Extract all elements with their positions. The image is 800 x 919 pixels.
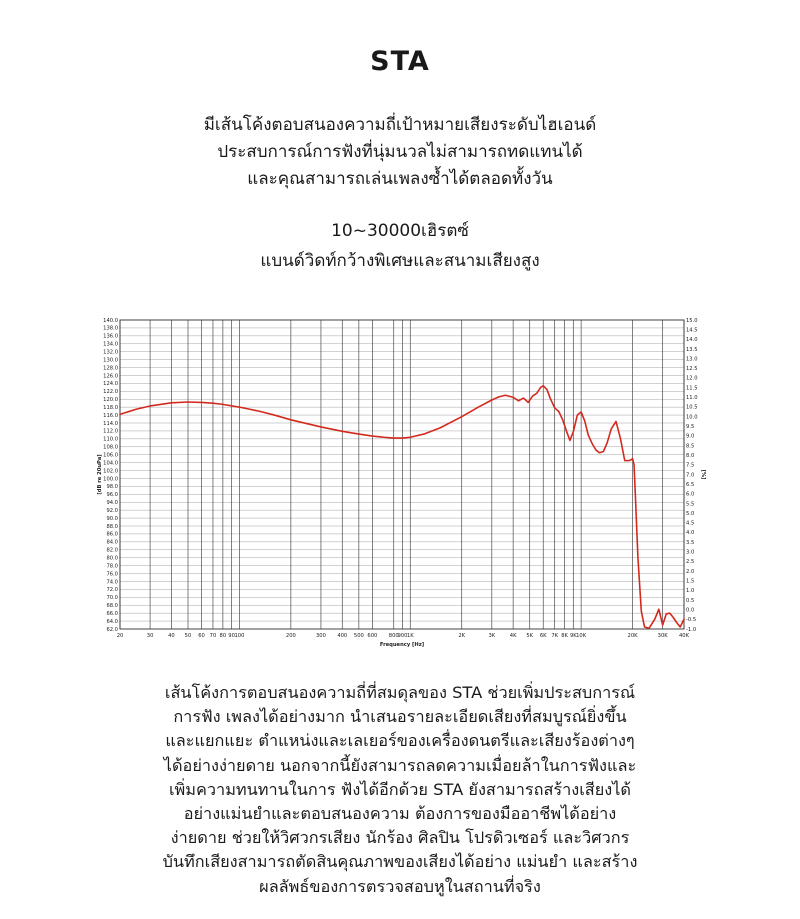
x-tick-label: 900	[397, 633, 408, 639]
y-tick-label: 110.0	[103, 436, 118, 443]
y2-tick-label: 2.0	[686, 568, 695, 575]
y-tick-label: 94.0	[106, 500, 118, 507]
y2-tick-label: 6.0	[686, 491, 695, 498]
y-tick-label: 102.0	[103, 468, 118, 475]
y-tick-label: 122.0	[103, 389, 118, 396]
y2-tick-label: 6.5	[686, 481, 695, 488]
y-tick-label: 114.0	[103, 420, 118, 427]
description-line: บันทึกเสียงสามารถตัดสินคุณภาพของเสียงได้อย่าง แม่นยำ และสร้าง	[162, 852, 638, 872]
y2-tick-label: 0.0	[686, 607, 695, 614]
description-line: ได้อย่างง่ายดาย นอกจากนี้ยังสามารถลดความเมื่อยล้าในการฟังและ	[163, 755, 637, 775]
y-tick-label: 112.0	[103, 428, 118, 435]
y-tick-label: 116.0	[103, 412, 118, 419]
x-tick-label: 5K	[526, 633, 534, 639]
y-tick-label: 106.0	[103, 452, 118, 459]
x-tick-label: 40K	[678, 633, 690, 639]
y-tick-label: 96.0	[106, 492, 118, 499]
y2-tick-label: 11.0	[686, 395, 698, 402]
y2-tick-label: 0.5	[686, 597, 695, 604]
y-tick-label: 64.0	[106, 618, 118, 625]
x-tick-label: 100	[234, 633, 245, 639]
y2-axis-label: [%]	[700, 469, 706, 480]
y2-tick-label: 11.5	[686, 385, 698, 392]
description-line: อย่างแม่นยำและตอบสนองความ ต้องการของมืออาชีพได้อย่าง	[183, 804, 617, 824]
y-tick-label: 92.0	[106, 507, 118, 514]
y-tick-label: 74.0	[106, 579, 118, 586]
y2-tick-label: 12.0	[686, 375, 698, 382]
x-tick-label: 1K	[406, 633, 414, 639]
y-tick-label: 68.0	[106, 603, 118, 610]
x-tick-label: 80	[219, 633, 227, 639]
y2-tick-label: 4.0	[686, 530, 695, 537]
y2-tick-label: 3.5	[686, 539, 695, 546]
y-tick-label: 88.0	[106, 523, 118, 530]
y2-tick-label: 5.0	[686, 510, 695, 517]
y2-tick-label: -1.0	[686, 626, 697, 633]
y2-tick-label: 7.5	[686, 462, 695, 469]
y2-tick-label: 1.0	[686, 588, 695, 595]
y2-tick-label: 3.0	[686, 549, 695, 556]
y-tick-label: 134.0	[103, 341, 118, 348]
x-tick-label: 90	[228, 633, 235, 639]
y-tick-label: 80.0	[106, 555, 118, 562]
intro-line: และคุณสามารถเล่นเพลงซ้ำได้ตลอดทั้งวัน	[247, 169, 553, 189]
y2-tick-label: 13.5	[686, 346, 698, 353]
x-tick-label: 40	[168, 633, 175, 639]
y-tick-label: 90.0	[106, 515, 118, 522]
description-line: การฟัง เพลงได้อย่างมาก นำเสนอรายละเอียดเสียงที่สมบูรณ์ยิ่งขึ้น	[173, 707, 627, 727]
y-tick-label: 104.0	[103, 460, 118, 467]
y-tick-label: 78.0	[106, 563, 118, 570]
x-tick-label: 20	[116, 633, 124, 639]
x-tick-label: 30	[146, 633, 154, 639]
x-tick-label: 10K	[576, 633, 587, 639]
y-tick-label: 70.0	[106, 595, 118, 602]
y2-tick-label: 10.0	[686, 414, 698, 421]
y-tick-label: 132.0	[103, 349, 118, 356]
description-line: ผลลัพธ์ของการตรวจสอบหูในสถานที่จริง	[259, 876, 541, 896]
y-tick-label: 62.0	[106, 626, 118, 633]
frequency-response-line	[120, 386, 684, 628]
y2-tick-label: 9.5	[686, 424, 695, 431]
y-tick-label: 120.0	[103, 397, 118, 404]
description-line: เส้นโค้งการตอบสนองความถี่ที่สมดุลของ STA ช่วยเพิ่มประสบการณ์	[164, 683, 636, 702]
page-title: STA	[370, 46, 430, 77]
y2-tick-label: 7.0	[686, 472, 695, 479]
y2-tick-label: 5.5	[686, 501, 695, 508]
y-axis-label: [dB re 20uPa]	[97, 454, 103, 495]
x-tick-label: 400	[337, 633, 348, 639]
y-tick-label: 100.0	[103, 476, 118, 483]
y-tick-label: 130.0	[103, 357, 118, 364]
intro-line: มีเส้นโค้งตอบสนองความถี่เป้าหมายเสียงระดับไฮเอนด์	[203, 115, 597, 135]
x-tick-label: 600	[367, 633, 378, 639]
x-tick-label: 200	[285, 633, 296, 639]
y-tick-label: 72.0	[106, 587, 118, 594]
bandwidth-note: แบนด์วิดท์กว้างพิเศษและสนามเสียงสูง	[260, 251, 540, 271]
y2-tick-label: 12.5	[686, 366, 698, 373]
y-tick-label: 82.0	[106, 547, 118, 554]
description-line: และแยกแยะ ตำแหน่งและเลเยอร์ของเครื่องดนตรีและเสียงร้องต่างๆ	[165, 731, 635, 751]
frequency-response-chart	[88, 310, 708, 650]
x-tick-label: 9K	[569, 633, 577, 639]
y-tick-label: 140.0	[103, 317, 118, 324]
y-tick-label: 138.0	[103, 325, 118, 332]
y-tick-label: 128.0	[103, 365, 118, 372]
x-tick-label: 6K	[539, 633, 547, 639]
spec-text	[0, 216, 800, 276]
y2-tick-label: 15.0	[686, 317, 698, 324]
y-tick-label: 98.0	[106, 484, 118, 491]
x-tick-label: 4K	[509, 633, 517, 639]
y2-tick-label: 14.0	[686, 337, 698, 344]
y-tick-label: 124.0	[103, 381, 118, 388]
y2-tick-label: 14.5	[686, 327, 698, 334]
y2-tick-label: 4.5	[686, 520, 695, 527]
description-line: เพิ่มความทนทานในการ ฟังได้อีกด้วย STA ยังสามารถสร้างเสียงได้	[168, 779, 631, 799]
x-tick-label: 8K	[561, 633, 568, 639]
description-text	[120, 681, 680, 899]
y-tick-label: 76.0	[106, 571, 118, 578]
x-tick-label: 60	[198, 633, 205, 639]
intro-text	[0, 112, 800, 193]
x-tick-label: 500	[353, 633, 364, 639]
y2-tick-label: 9.0	[686, 433, 695, 440]
y-tick-label: 84.0	[106, 539, 118, 546]
y-tick-label: 108.0	[103, 444, 118, 451]
y2-tick-label: 2.5	[686, 559, 695, 566]
y2-tick-label: 8.5	[686, 443, 695, 450]
x-axis-label: Frequency [Hz]	[379, 642, 425, 648]
y-tick-label: 118.0	[103, 404, 118, 411]
x-tick-label: 50	[184, 633, 192, 639]
x-tick-label: 3K	[488, 633, 496, 639]
x-tick-label: 7K	[551, 633, 559, 639]
y-tick-label: 66.0	[106, 610, 118, 617]
frequency-range: 10~30000เฮิรตซ์	[331, 221, 469, 241]
x-tick-label: 800	[388, 633, 399, 639]
x-tick-label: 2K	[458, 633, 466, 639]
x-tick-label: 30K	[657, 633, 668, 639]
description-line: ง่ายดาย ช่วยให้วิศวกรเสียง นักร้อง ศิลปิน โปรดิวเซอร์ และวิศวกร	[170, 828, 630, 848]
y2-tick-label: 1.5	[686, 578, 695, 585]
plot-frame	[120, 320, 684, 629]
y2-tick-label: -0.5	[686, 617, 697, 624]
x-tick-label: 20K	[627, 633, 638, 639]
chart-svg	[88, 310, 708, 650]
x-tick-label: 70	[209, 633, 217, 639]
y-tick-label: 86.0	[106, 531, 118, 538]
y2-tick-label: 10.5	[686, 404, 698, 411]
y2-tick-label: 13.0	[686, 356, 698, 363]
x-tick-label: 300	[315, 633, 326, 639]
y-tick-label: 136.0	[103, 333, 118, 340]
y-tick-label: 126.0	[103, 373, 118, 380]
y2-tick-label: 8.0	[686, 452, 695, 459]
intro-line: ประสบการณ์การฟังที่นุ่มนวลไม่สามารถทดแทนได้	[217, 142, 583, 162]
